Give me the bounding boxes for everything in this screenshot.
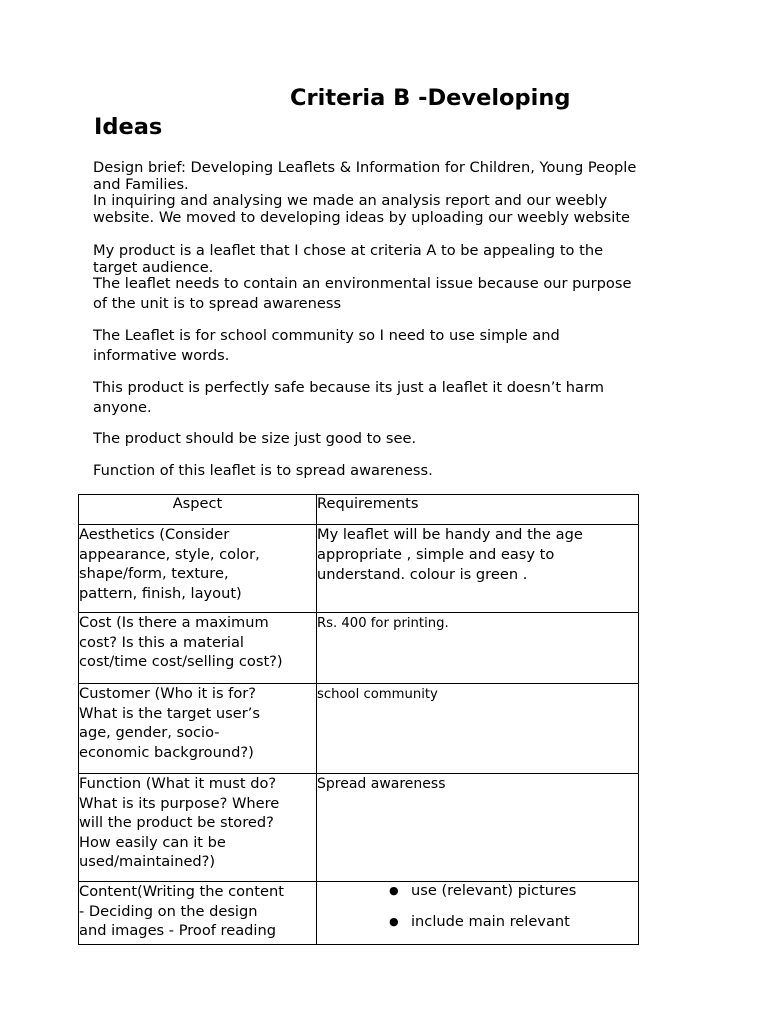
function-paragraph	[93, 461, 683, 481]
requirement-cell	[317, 774, 639, 882]
table-row	[79, 882, 639, 945]
cell-line: What is the target user’s	[79, 704, 260, 722]
aspect-cell	[79, 525, 317, 613]
table-row	[79, 613, 639, 684]
aspect-cell	[79, 684, 317, 774]
cell-line: cost/time cost/selling cost?)	[79, 653, 283, 671]
bullet-icon: ●	[389, 915, 399, 928]
aspect-cell	[79, 882, 317, 945]
cell-line: Customer (Who it is for?	[79, 685, 256, 702]
cell-line: will the product be stored?	[79, 814, 274, 832]
cell-line: used/maintained?)	[79, 853, 216, 871]
text-line: The product should be size just good to see.	[93, 430, 417, 447]
header-aspect: Aspect	[79, 495, 317, 525]
text-line: This product is perfectly safe because its just a leaflet it doesn’t harm	[93, 379, 604, 396]
list-item-text: use (relevant) pictures	[411, 882, 577, 899]
product-paragraph	[93, 243, 683, 312]
aspect-cell	[79, 613, 317, 684]
header-requirements: Requirements	[317, 495, 639, 525]
cell-line: cost? Is this a material	[79, 633, 244, 651]
text-line: Design brief: Developing Leaflets & Information for Children, Young People	[93, 159, 637, 176]
text-line: anyone.	[93, 399, 152, 416]
table-row	[79, 774, 639, 882]
text-line: The Leaflet is for school community so I need to use simple and	[93, 327, 560, 344]
cell-line: appearance, style, color,	[79, 545, 260, 563]
requirements-table	[78, 494, 639, 945]
cell-line: Cost (Is there a maximum	[79, 614, 269, 631]
cell-line: How easily can it be	[79, 833, 226, 851]
safety-paragraph	[93, 378, 683, 418]
requirement-cell	[317, 613, 639, 684]
cell-line: Aesthetics (Consider	[79, 526, 230, 543]
list-item	[389, 882, 638, 900]
list-item-text: include main relevant	[411, 913, 570, 930]
text-line: target audience.	[93, 258, 214, 276]
aspect-cell	[79, 774, 317, 882]
cell-line: age, gender, socio-	[79, 724, 220, 742]
cell-line: Content(Writing the content	[79, 883, 284, 900]
text-line: and Families.	[93, 175, 189, 193]
requirement-cell	[317, 882, 639, 945]
text-line: Function of this leaflet is to spread awareness.	[93, 462, 433, 479]
design-brief-paragraph	[93, 160, 683, 226]
text-line: informative words.	[93, 347, 230, 364]
audience-paragraph	[93, 326, 683, 366]
cell-line: and images - Proof reading	[79, 922, 276, 940]
title-line-2: Ideas	[94, 114, 163, 140]
cell-line: Rs. 400 for printing.	[317, 616, 449, 631]
requirement-cell	[317, 684, 639, 774]
list-item	[389, 913, 638, 931]
text-line: of the unit is to spread awareness	[93, 294, 342, 312]
cell-line: pattern, finish, layout)	[79, 584, 242, 602]
cell-line: Spread awareness	[317, 776, 446, 792]
cell-line: What is its purpose? Where	[79, 794, 280, 812]
cell-line: appropriate , simple and easy to	[317, 546, 555, 563]
text-line: My product is a leaflet that I chose at criteria A to be appealing to the	[93, 242, 604, 259]
page-title	[94, 84, 654, 142]
table-row	[79, 684, 639, 774]
size-paragraph	[93, 429, 683, 449]
text-line: website. We moved to developing ideas by uploading our weebly website	[93, 208, 631, 226]
requirement-cell	[317, 525, 639, 613]
cell-line: shape/form, texture,	[79, 565, 229, 583]
text-line: In inquiring and analysing we made an analysis report and our weebly	[93, 192, 608, 209]
cell-line: Function (What it must do?	[79, 775, 277, 792]
cell-line: understand. colour is green .	[317, 566, 528, 583]
text-line: The leaflet needs to contain an environmental issue because our purpose	[93, 275, 632, 292]
bullet-icon: ●	[389, 884, 399, 897]
cell-line: - Deciding on the design	[79, 902, 258, 920]
title-line-1: Criteria B -Developing	[290, 85, 571, 111]
cell-line: economic background?)	[79, 743, 254, 761]
bullet-list	[317, 882, 638, 931]
table-header-row	[79, 495, 639, 525]
cell-line: My leaflet will be handy and the age	[317, 526, 583, 543]
cell-line: school community	[317, 687, 438, 702]
table-row	[79, 525, 639, 613]
